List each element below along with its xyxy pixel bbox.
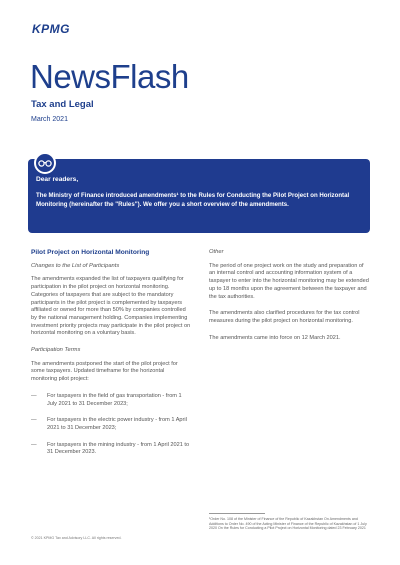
copyright: © 2021 KPMG Tax and Advisory LLC. All rights reserved. (31, 536, 122, 540)
footnote-divider (209, 513, 265, 514)
paragraph: The amendments expanded the list of taxpayers qualifying for participation in the pilot project on horizontal monitoring. Categories of taxpayers that are subject to the mandatory participants in the pilot project is complemented by taxpayers affiliated or owned for more than 50% by companies controlled by the national management holding. Companies implementing investment priority projects may participate in the pilot project on horizontal monitoring on a voluntary basis. (31, 276, 191, 337)
newsletter-title: NewsFlash (30, 58, 189, 95)
intro-box (28, 159, 370, 233)
bullet-dash: — (31, 417, 37, 424)
list-item (31, 442, 191, 457)
intro-body: The Ministry of Finance introduced amendments¹ to the Rules for Conducting the Pilot Project on Horizontal Monitoring (hereinafter the "Rules"). We offer you a short overview of the amendments. (36, 192, 350, 208)
left-column (31, 249, 191, 466)
paragraph: The amendments postponed the start of the pilot project for some taxpayers. Updated timeframe for the horizontal monitoring pilot project: (31, 360, 178, 383)
intro-greeting: Dear readers, (36, 176, 79, 183)
footnote: ¹Order No. 108 of the Minister of Finance of the Republic of Kazakhstan On Amendments and Additions to Order No. 490 of the Acting Minister of Finance of the Republic of Kazakhstan of 1 July 2020 On the Rules for Conducting a Pilot Project on Horizontal Monitoring dated 23 February 2021 (209, 517, 367, 531)
subsection-title: Other (209, 249, 224, 255)
kpmg-logo: KPMG (32, 22, 70, 36)
right-column (209, 249, 369, 351)
issue-date: March 2021 (31, 116, 68, 123)
glasses-icon (34, 152, 56, 174)
subsection-title: Participation Terms (31, 347, 81, 354)
list-item-text: For taxpayers in the electric power industry - from 1 April 2021 to 31 December 2023; (47, 417, 187, 431)
bullet-dash: — (31, 441, 37, 448)
list-item-text: For taxpayers in the mining industry - from 1 April 2021 to 31 December 2023. (47, 441, 190, 456)
section-heading: Pilot Project on Horizontal Monitoring (31, 249, 150, 256)
paragraph: The amendments came into force on 12 March 2021. (209, 334, 341, 341)
list-item (31, 417, 191, 432)
timeframe-list (31, 393, 191, 457)
paragraph: The period of one project work on the study and preparation of an internal control and accounting information system of a taxpayer to enter into the horizontal monitoring may be extended up to 18 months upon the agreement between the taxpayer and the tax authorities. (209, 262, 369, 300)
list-item-text: For taxpayers in the field of gas transportation - from 1 July 2021 to 31 December 2023; (47, 392, 182, 407)
bullet-dash: — (31, 392, 37, 399)
list-item (31, 393, 191, 408)
newsletter-subtitle: Tax and Legal (31, 99, 94, 110)
subsection-title: Changes to the List of Participants (31, 262, 120, 269)
paragraph: The amendments also clarified procedures for the tax control measures during the pilot project on horizontal monitoring. (209, 310, 360, 324)
